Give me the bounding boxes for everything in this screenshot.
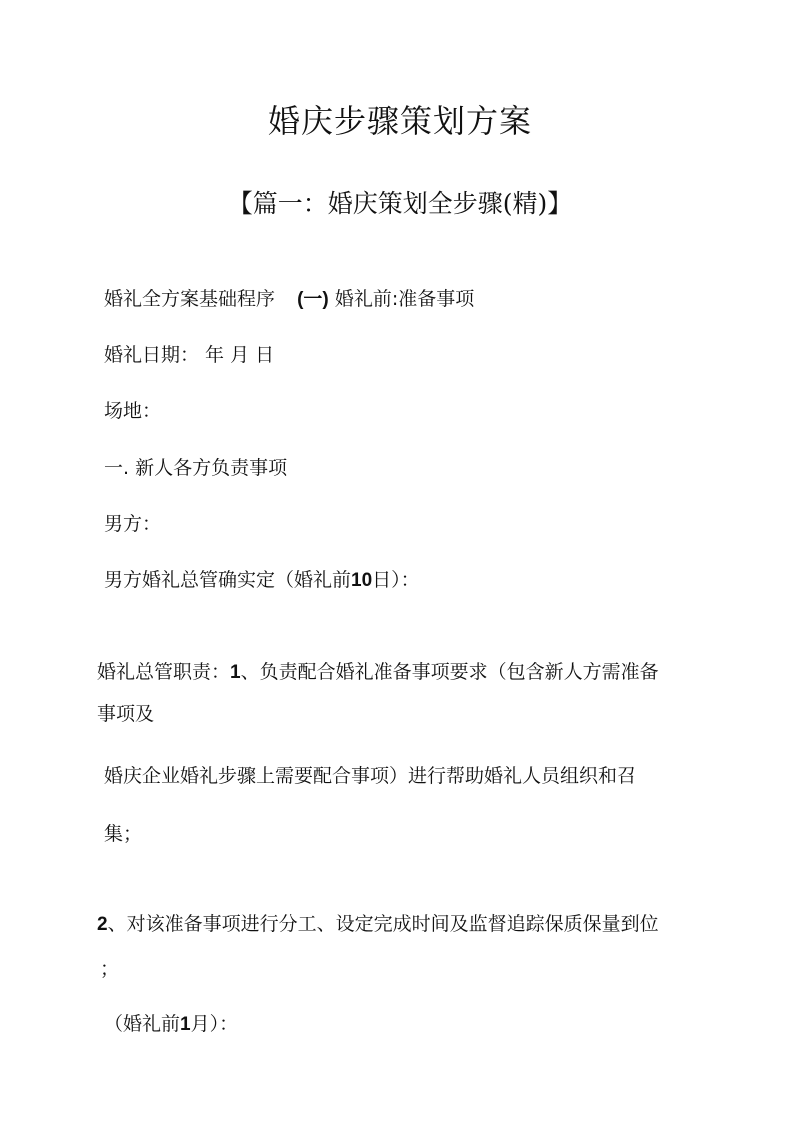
line-convene: 集； (104, 823, 143, 845)
document-title: 婚庆步骤策划方案 (267, 102, 532, 140)
text-segment: 男方婚礼总管确实定（婚礼前 (104, 569, 352, 591)
text-segment: 准备事项 (398, 288, 475, 310)
text-segment-bold: 2 (97, 914, 108, 935)
line-semicolon: ； (100, 958, 120, 980)
text-segment-bold: 1 (180, 1014, 191, 1035)
text-segment: 、对该准备事项进行分工、设定完成时间及监督追踪保质保量到位 (107, 913, 659, 935)
text-segment: 月）： (190, 1013, 239, 1035)
text-segment: 日）： (372, 569, 420, 591)
line-one-month-before (104, 1012, 238, 1037)
line-company-coordination: 婚庆企业婚礼步骤上需要配合事项）进行帮助婚礼人员组织和召 (104, 765, 637, 787)
line-basic-procedure (104, 287, 474, 312)
text-segment: 、负责配合婚礼准备事项要求（包含新人方需准备 (240, 661, 659, 683)
text-segment: 婚礼全方案基础程序 (104, 288, 276, 310)
line-section-one: 一. 新人各方负责事项 (104, 457, 288, 479)
line-items-and: 事项及 (97, 703, 155, 725)
line-manager-duties (97, 660, 659, 685)
text-segment-bold: (一) (297, 289, 329, 310)
line-groom-manager (104, 568, 420, 593)
line-wedding-date: 婚礼日期： 年 月 日 (104, 344, 275, 366)
text-segment-bold: 1 (230, 662, 241, 683)
line-division-of-work (97, 912, 659, 937)
text-segment: 婚礼前: (334, 288, 399, 310)
document-subtitle: 【篇一：婚庆策划全步骤(精)】 (227, 189, 573, 218)
line-venue: 场地： (104, 400, 162, 422)
text-segment-bold: 10 (351, 570, 373, 591)
text-segment: 婚礼总管职责： (97, 661, 231, 683)
line-groom-side: 男方： (104, 513, 162, 535)
text-segment: （婚礼前 (104, 1013, 181, 1035)
